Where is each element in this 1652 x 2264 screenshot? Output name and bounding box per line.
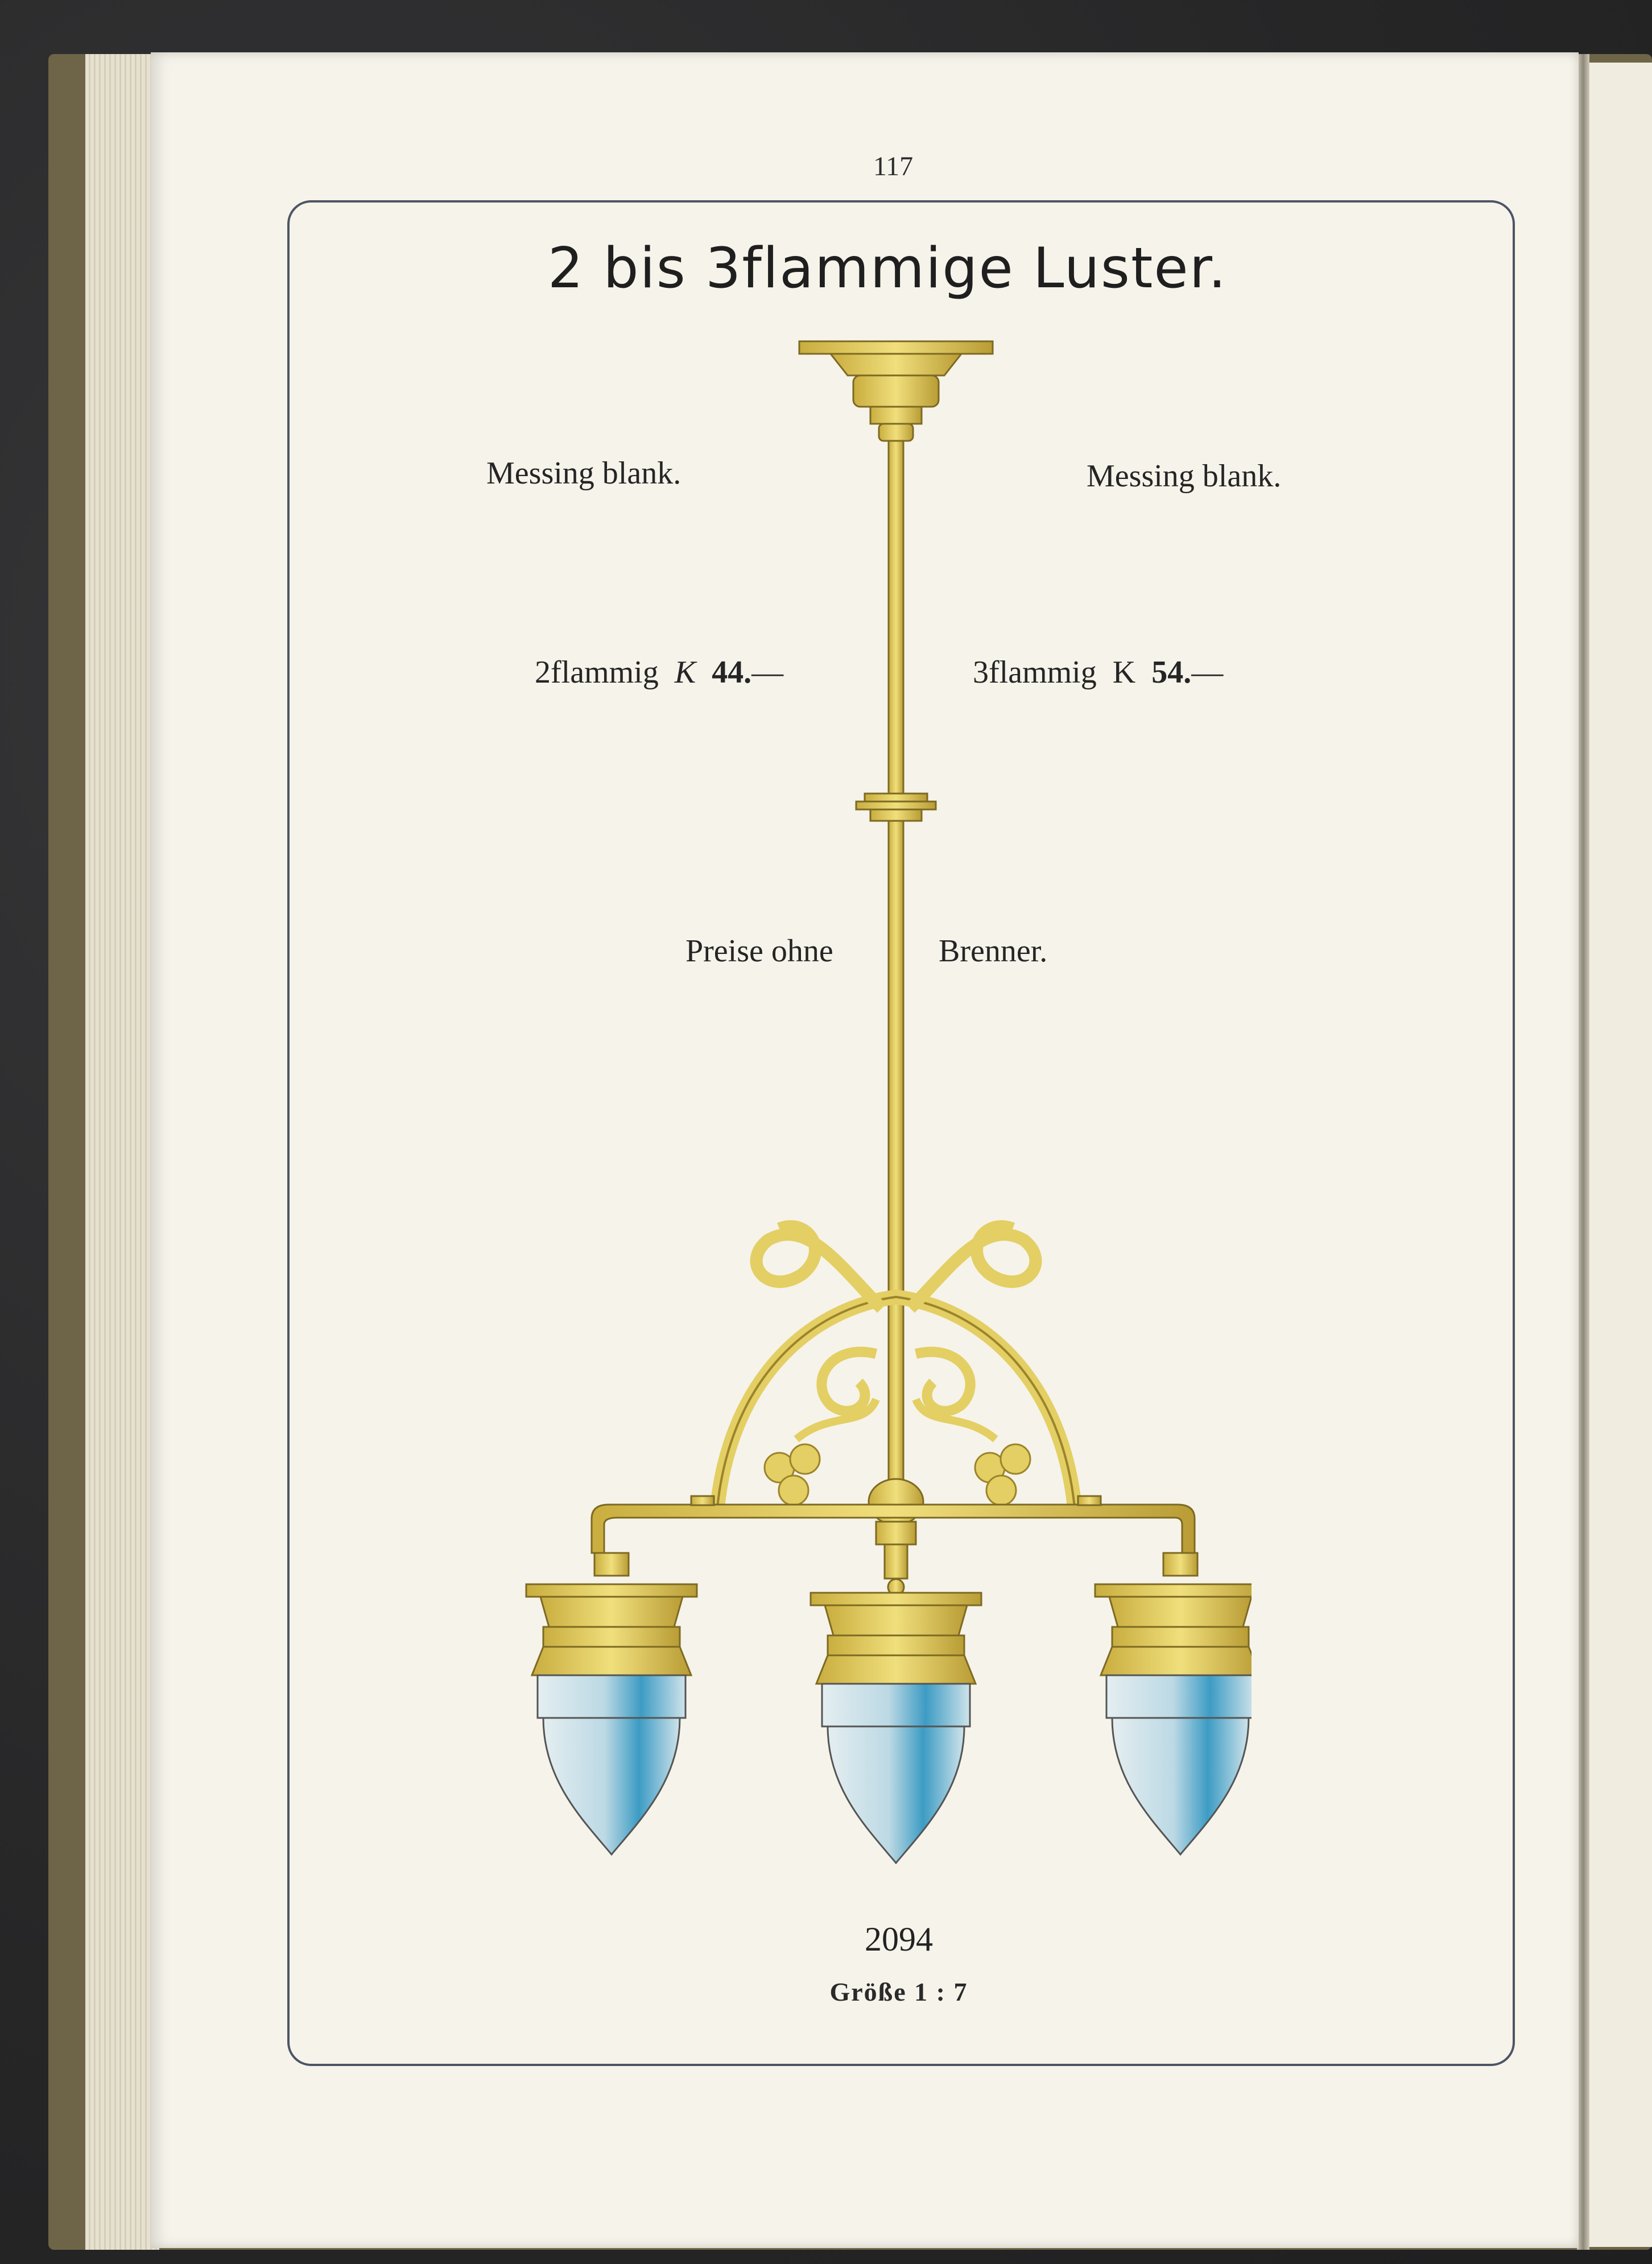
lamp-shade-left	[526, 1553, 697, 1854]
price-currency: K	[674, 655, 696, 690]
suspension-rod	[856, 441, 936, 1482]
lamp-shade-right	[1095, 1553, 1252, 1854]
page-title: 2 bis 3flammige Luster.	[547, 236, 1228, 301]
price-dash: —	[751, 655, 784, 690]
price-note-right: Brenner.	[939, 933, 1048, 969]
price-amount: 54.	[1151, 655, 1192, 690]
material-label-left: Messing blank.	[486, 456, 682, 491]
price-label: 3flammig	[973, 655, 1097, 690]
chandelier-illustration	[512, 330, 1252, 1923]
lamp-shade-center	[811, 1593, 981, 1863]
book-gutter	[1577, 54, 1589, 2250]
price-currency: K	[1112, 655, 1136, 690]
center-hub	[869, 1479, 923, 1595]
price-amount: 44.	[712, 655, 752, 690]
ceiling-canopy	[799, 341, 993, 441]
page-number: 117	[873, 151, 914, 181]
next-page-edge	[1587, 63, 1652, 2247]
price-dash: —	[1191, 655, 1224, 690]
scale-label: Größe 1 : 7	[829, 1977, 968, 2006]
page-stack	[85, 54, 159, 2250]
material-label-right: Messing blank.	[1087, 458, 1282, 494]
model-number: 2094	[865, 1920, 933, 1958]
price-label: 2flammig	[535, 655, 659, 690]
price-note-left: Preise ohne	[685, 933, 833, 969]
